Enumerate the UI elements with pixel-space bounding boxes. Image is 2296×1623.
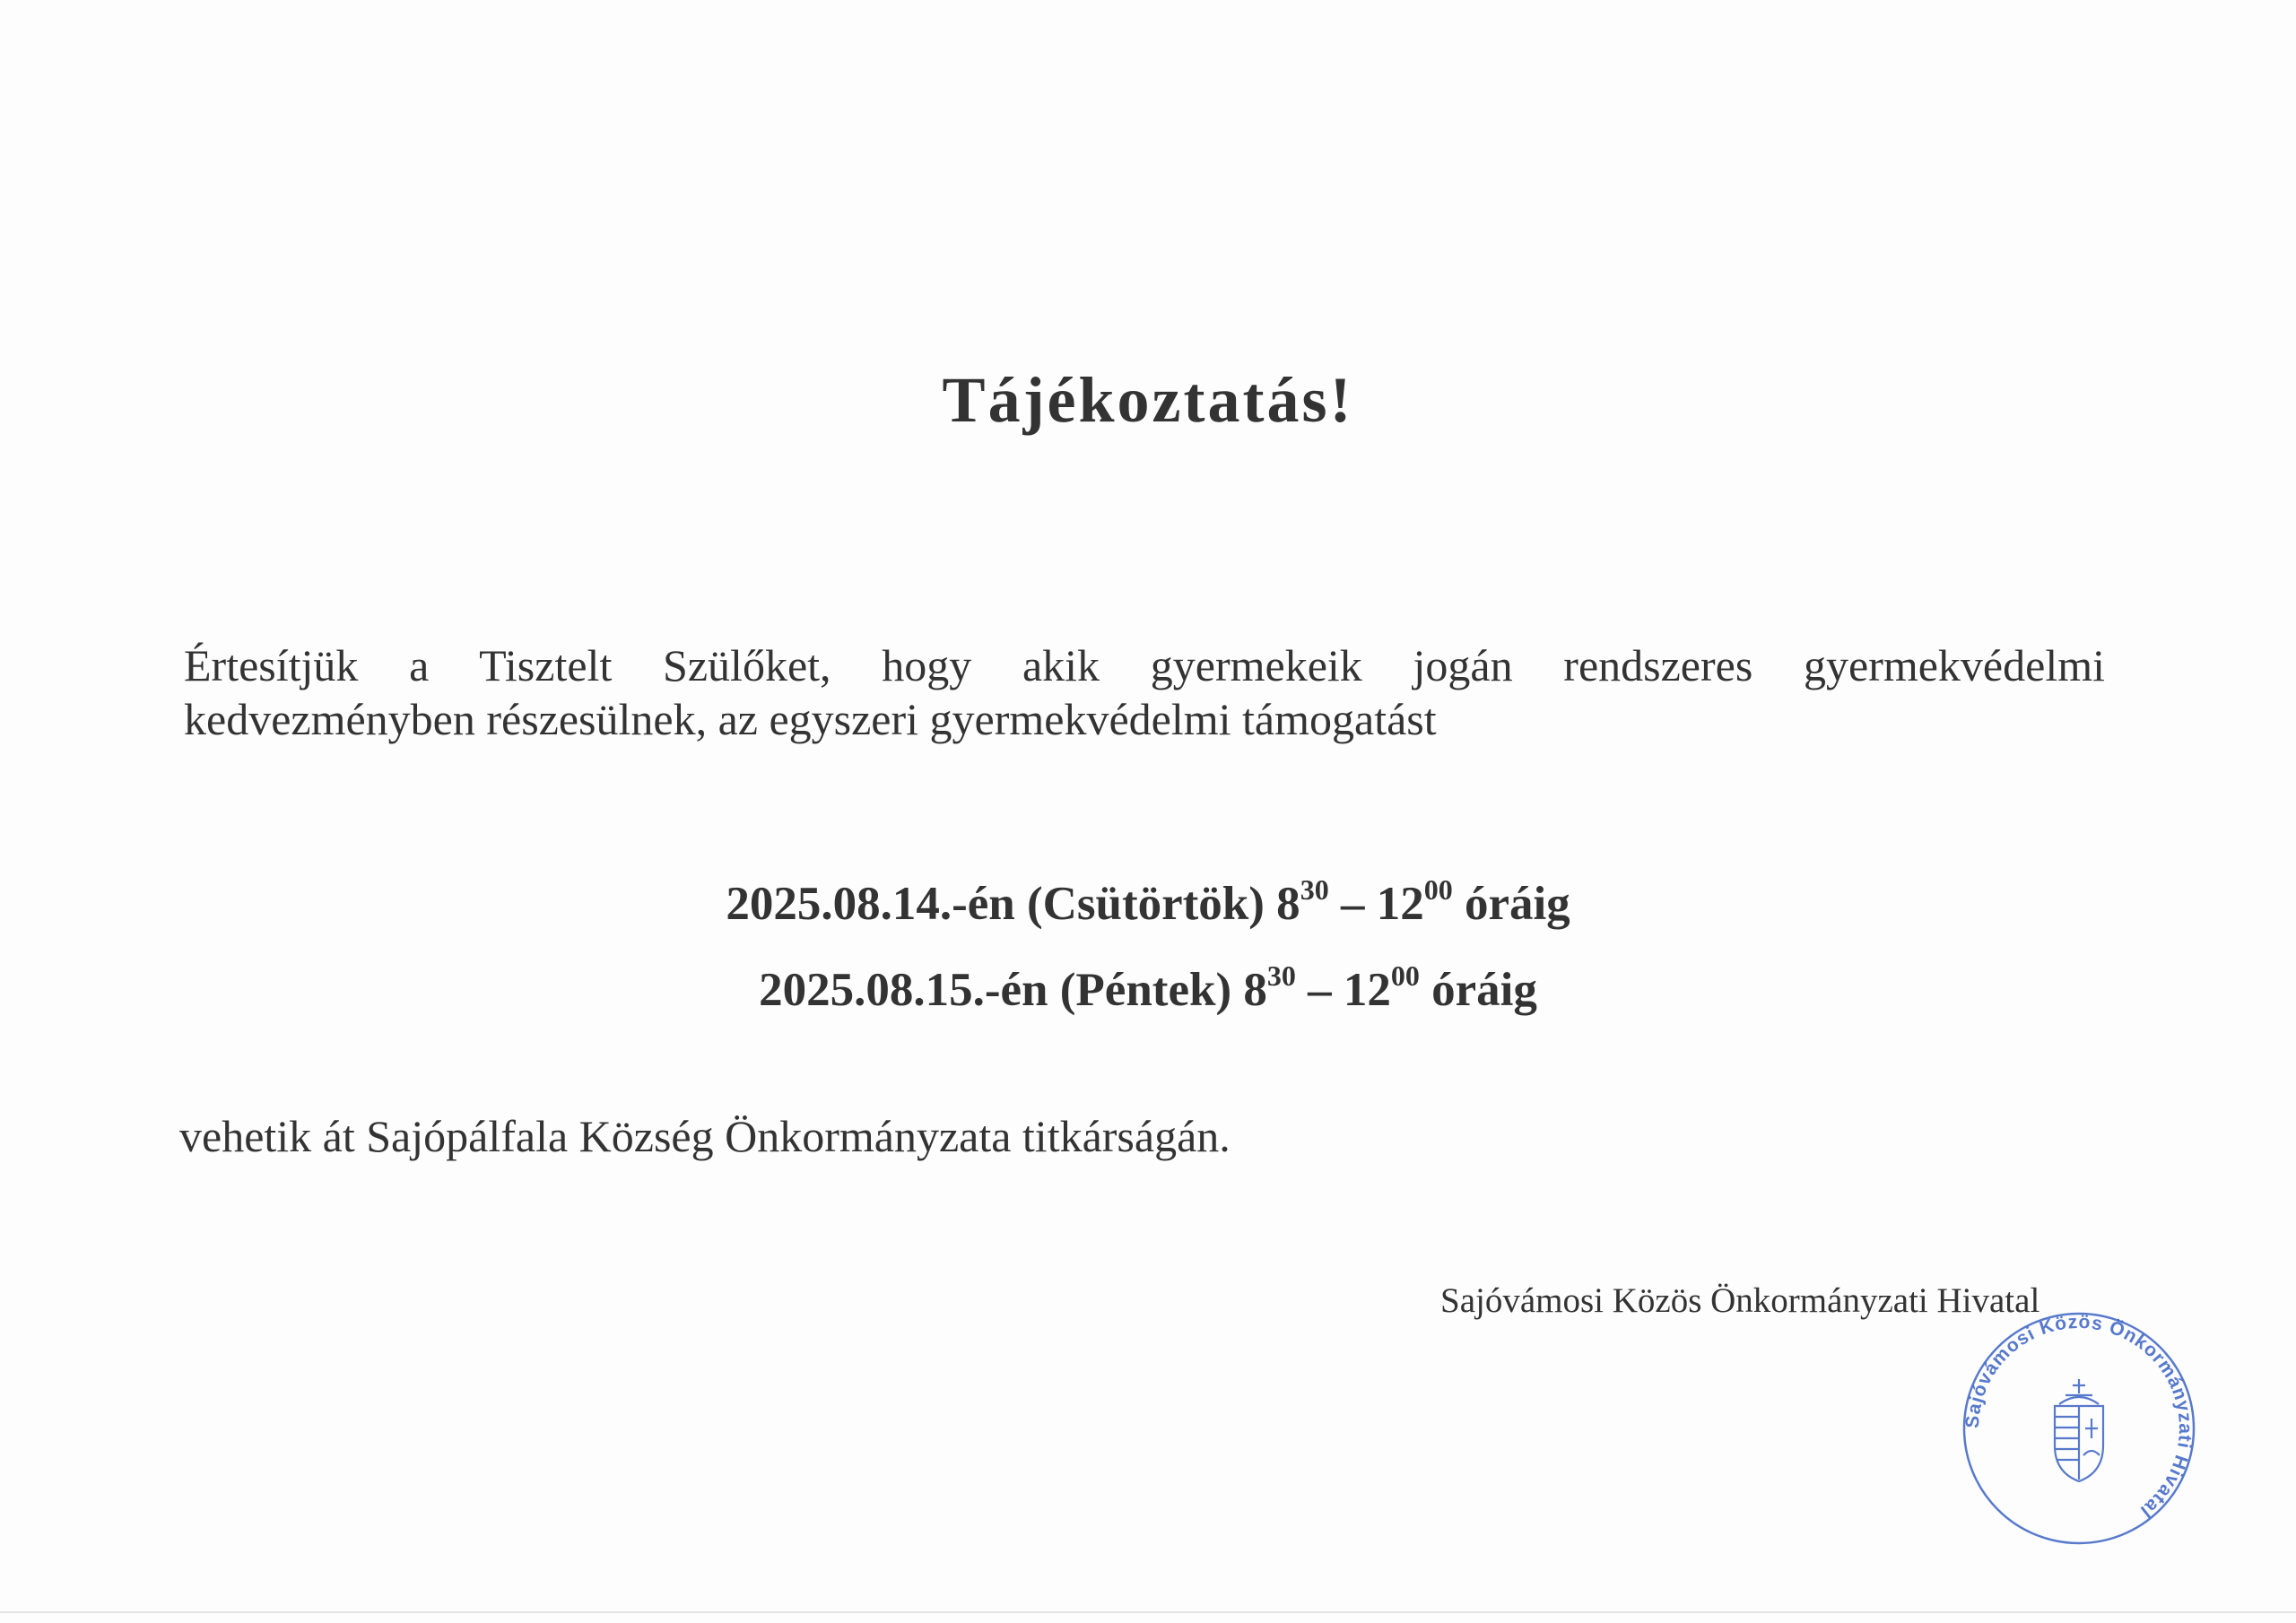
intro-paragraph xyxy=(184,638,2105,746)
signature-line: Sajóvámosi Közös Önkormányzati Hivatal xyxy=(1440,1281,2040,1320)
date-1-start-minutes: 30 xyxy=(1300,873,1329,906)
date-1-suffix: óráig xyxy=(1452,878,1570,930)
schedule-dates xyxy=(0,861,2296,1033)
date-2-text: 2025.08.15.-én (Péntek) 8 xyxy=(759,964,1267,1016)
closing-sentence: vehetik át Sajópálfala Község Önkormányzata titkárságán. xyxy=(179,1111,1231,1161)
official-seal-stamp xyxy=(1958,1307,2200,1549)
date-1-text: 2025.08.14.-én (Csütörtök) 8 xyxy=(726,878,1300,930)
page-bottom-edge xyxy=(0,1611,2296,1613)
coat-of-arms-icon xyxy=(2055,1379,2103,1481)
date-2-suffix: óráig xyxy=(1419,964,1537,1016)
date-2-start-minutes: 30 xyxy=(1266,959,1296,992)
date-1-end-hour: – 12 xyxy=(1328,878,1424,930)
date-1-end-minutes: 00 xyxy=(1423,873,1453,906)
intro-line-2: kedvezményben részesülnek, az egyszeri gyermekvédelmi támogatást xyxy=(184,694,1437,744)
date-line-2 xyxy=(0,947,2296,1033)
intro-line-1: Értesítjük a Tisztelt Szülőket, hogy akik gyermekeik jogán rendszeres gyermekvédelmi xyxy=(184,640,2105,690)
date-2-end-hour: – 12 xyxy=(1295,964,1391,1016)
document-title: Tájékoztatás! xyxy=(942,364,1354,436)
date-line-1 xyxy=(0,861,2296,947)
date-2-end-minutes: 00 xyxy=(1390,959,1420,992)
seal-text: Sajóvámosi Közös Önkormányzati Hivatal xyxy=(1961,1311,2196,1523)
